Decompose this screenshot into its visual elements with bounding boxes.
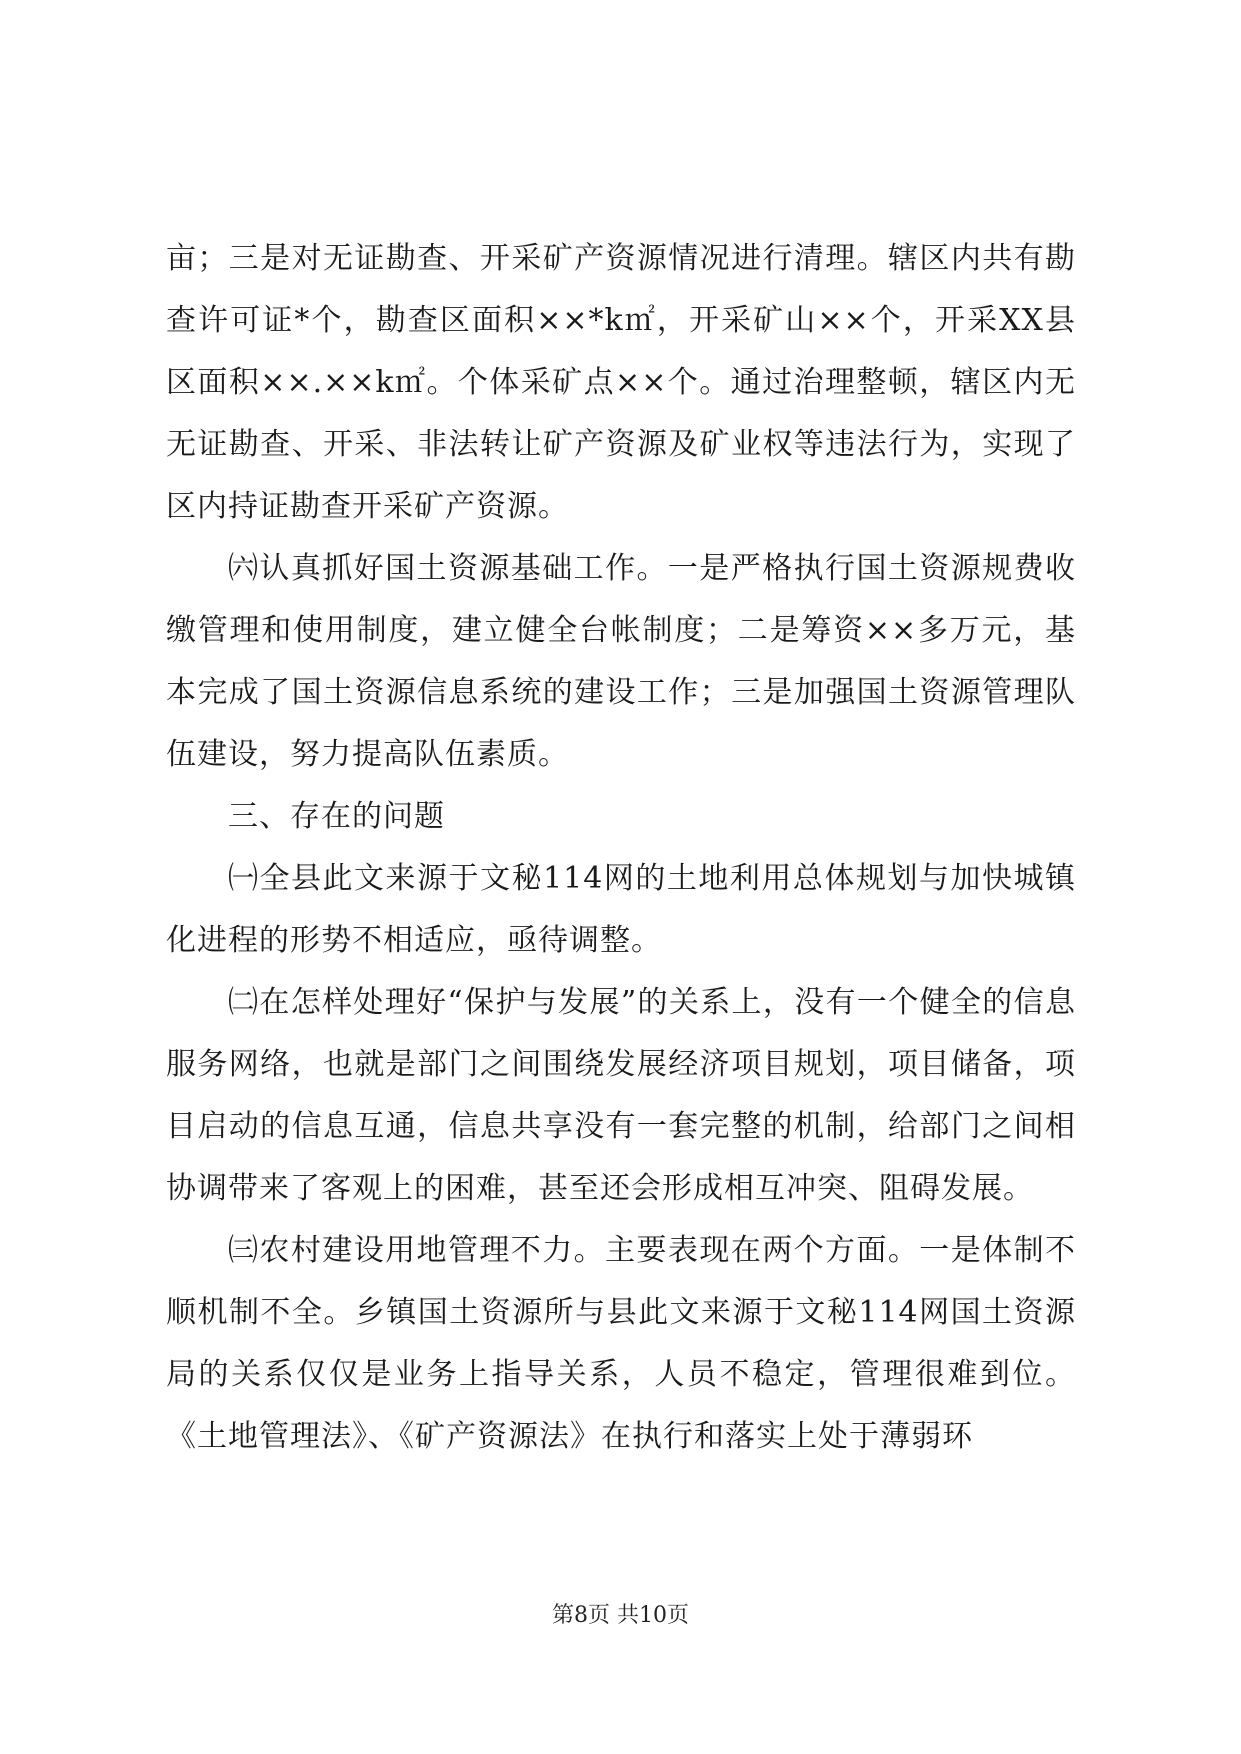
paragraph-basic-work: ㈥认真抓好国土资源基础工作。一是严格执行国土资源规费收缴管理和使用制度，建立健全台帐制度；二是筹资××多万元，基本完成了国土资源信息系统的建设工作；三是加强国土资源管理队伍建设，努力提高队伍素质。 [166,551,1076,772]
paragraph-mineral-cleanup: 亩；三是对无证勘查、开采矿产资源情况进行清理。辖区内共有勘查许可证*个，勘查区面积××*k㎡，开采矿山××个，开采XX县区面积××.××k㎡。个体采矿点××个。通过治理整顿，辖区内无无证勘查、开采、非法转让矿产资源及矿业权等违法行为，实现了区内持证勘查开采矿产资源。 [166,241,1076,524]
page-number-footer: 第8页 共10页 [552,1603,689,1628]
paragraph-problem-1: ㈠全县此文来源于文秘114网的土地利用总体规划与加快城镇化进程的形势不相适应，亟待调整。 [166,861,1076,958]
section-heading-problems: 三、存在的问题 [228,799,445,834]
paragraph-problem-2: ㈡在怎样处理好“保护与发展”的关系上，没有一个健全的信息服务网络，也就是部门之间围绕发展经济项目规划，项目储备，项目启动的信息互通，信息共享没有一套完整的机制，给部门之间相协调带来了客观上的困难，甚至还会形成相互冲突、阻碍发展。 [166,985,1076,1206]
document-body [166,228,1076,1468]
paragraph-problem-3: ㈢农村建设用地管理不力。主要表现在两个方面。一是体制不顺机制不全。乡镇国土资源所与县此文来源于文秘114网国土资源局的关系仅仅是业务上指导关系，人员不稳定，管理很难到位。《土地管理法》、《矿产资源法》在执行和落实上处于薄弱环 [166,1233,1076,1454]
